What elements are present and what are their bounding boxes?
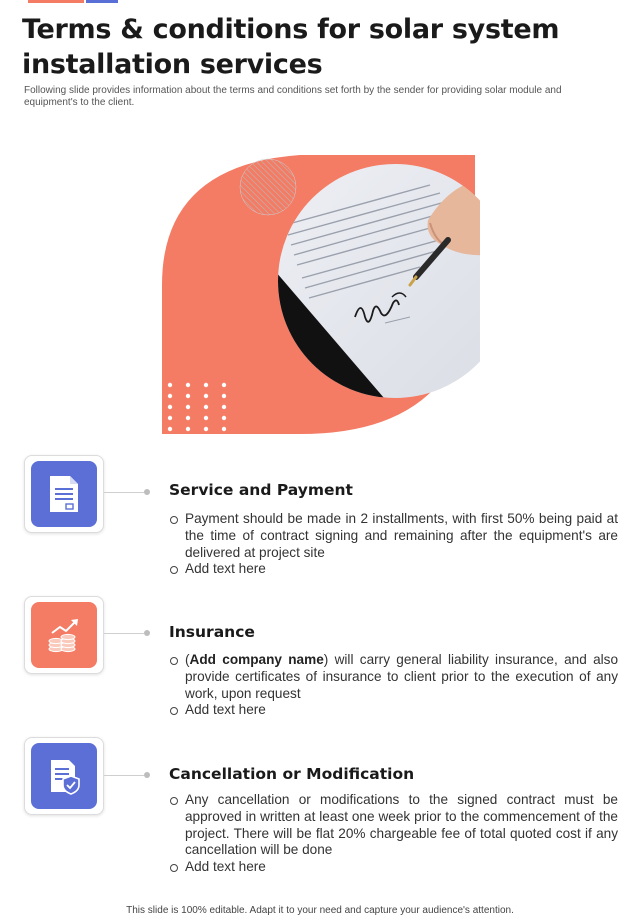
coins-growth-icon: [31, 602, 97, 668]
list-item: Add text here: [168, 702, 618, 719]
hero-illustration: [160, 145, 480, 437]
list-item: Any cancellation or modifications to the signed contract must be approved in written at least one week prior to the commencement of the project. There will be flat 20% chargeable fee of total quoted cost if any cancellation will be done: [168, 792, 618, 859]
document-icon: [31, 461, 97, 527]
page-subtitle: Following slide provides information about the terms and conditions set forth by the sender for providing solar module and equipment's to the client.: [24, 85, 562, 108]
top-accent-orange: [28, 0, 84, 3]
connector-line: [104, 492, 144, 493]
hatched-circle: [240, 159, 296, 215]
section-bullets: [168, 792, 618, 876]
policy-shield-icon: [31, 743, 97, 809]
connector-line: [104, 775, 144, 776]
list-item: Add text here: [168, 859, 618, 876]
connector-dot: [144, 630, 150, 636]
list-item: Payment should be made in 2 installments, with first 50% being paid at the time of contract signing and remaining after the equipment's are delivered at project site: [168, 511, 618, 561]
connector-line: [104, 633, 144, 634]
page-title: Terms & conditions for solar system installation services: [22, 14, 560, 80]
section-icon-frame: [24, 455, 104, 533]
section-icon-frame: [24, 737, 104, 815]
section-title: Cancellation or Modification: [169, 765, 415, 783]
list-item: (Add company name) will carry general liability insurance, and also provide certificates of insurance to client prior to the execution of any work, upon request: [168, 652, 618, 702]
connector-dot: [144, 772, 150, 778]
footer-note: This slide is 100% editable. Adapt it to your need and capture your audience's attention.: [126, 905, 514, 916]
list-item: Add text here: [168, 561, 618, 578]
section-title: Service and Payment: [169, 481, 353, 499]
connector-dot: [144, 489, 150, 495]
section-title: Insurance: [169, 623, 255, 641]
section-icon-frame: [24, 596, 104, 674]
top-accent-blue: [86, 0, 118, 3]
section-bullets: [168, 511, 618, 578]
section-bullets: [168, 652, 618, 719]
